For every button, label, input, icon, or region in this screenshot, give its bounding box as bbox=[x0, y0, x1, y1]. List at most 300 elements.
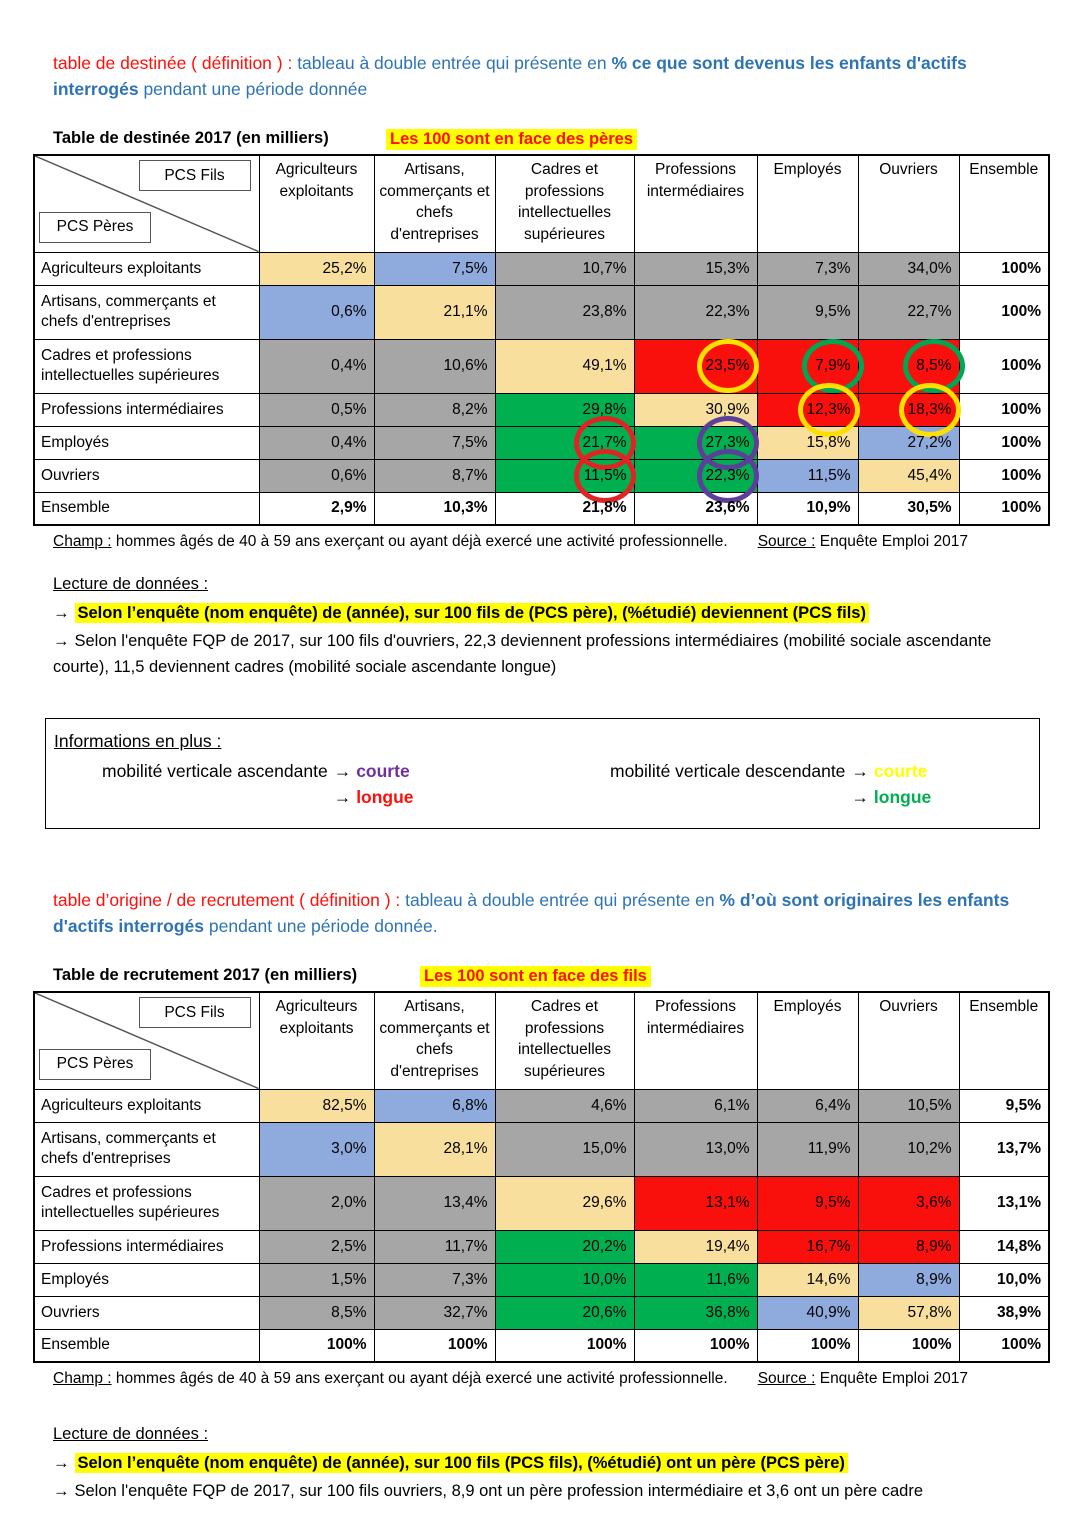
table-cell bbox=[259, 1296, 374, 1329]
mobility-descendante-label: mobilité verticale descendante bbox=[610, 761, 846, 781]
lecture-template: Selon l’enquête (nom enquête) de (année), sur 100 fils (PCS fils), (%étudié) ont un père (PCS père) bbox=[75, 1453, 848, 1473]
table-row bbox=[34, 426, 1049, 459]
row-header: Ouvriers bbox=[34, 1296, 259, 1329]
pcs-peres-label: PCS Pères bbox=[39, 1049, 151, 1080]
destinee-table-wrap bbox=[33, 154, 1080, 526]
table-cell bbox=[959, 492, 1049, 525]
table-cell bbox=[495, 285, 634, 339]
table-cell bbox=[259, 339, 374, 393]
corner-cell bbox=[34, 155, 259, 252]
table-cell bbox=[495, 1122, 634, 1176]
cell-value: 8,5% bbox=[331, 1303, 367, 1321]
row-header: Ensemble bbox=[34, 1329, 259, 1362]
table-cell bbox=[374, 1176, 495, 1230]
table-row bbox=[34, 339, 1049, 393]
cell-value: 21,8% bbox=[582, 499, 627, 517]
champ-label: Champ : bbox=[53, 1370, 112, 1387]
circled-cell-value: 7,9% bbox=[815, 357, 851, 374]
cell-value: 0,4% bbox=[331, 433, 367, 451]
source-label: Source : bbox=[757, 1370, 816, 1387]
circled-cell-value: 27,3% bbox=[705, 433, 750, 451]
table-cell bbox=[757, 1263, 858, 1296]
row-header: Professions intermédiaires bbox=[34, 1230, 259, 1263]
cell-value: 100% bbox=[1001, 466, 1041, 484]
cell-value: 30,5% bbox=[907, 499, 952, 517]
table-cell bbox=[259, 1089, 374, 1122]
table-cell bbox=[634, 1089, 757, 1122]
circled-cell-value: 18,3% bbox=[907, 400, 952, 418]
cell-value: 8,9% bbox=[916, 1237, 952, 1255]
table-cell bbox=[495, 1329, 634, 1362]
cell-value: 7,5% bbox=[452, 259, 488, 277]
table-cell bbox=[634, 252, 757, 285]
cell-value: 2,9% bbox=[331, 499, 367, 517]
cell-value: 100% bbox=[447, 1336, 488, 1354]
info-box bbox=[45, 718, 1040, 829]
lecture-example: Selon l'enquête FQP de 2017, sur 100 fils d'ouvriers, 22,3 deviennent professions intermédiaires (mobilité sociale ascendante courte), 11,5 deviennent cadres (mobilité sociale ascendante longue) bbox=[53, 632, 992, 676]
table-cell bbox=[959, 339, 1049, 393]
cell-value: 10,6% bbox=[443, 357, 488, 374]
table-cell bbox=[259, 426, 374, 459]
table-cell bbox=[634, 1122, 757, 1176]
table-cell bbox=[374, 1296, 495, 1329]
cell-value: 100% bbox=[586, 1336, 627, 1354]
table-cell bbox=[259, 252, 374, 285]
table-cell bbox=[495, 1089, 634, 1122]
table-cell bbox=[634, 1230, 757, 1263]
table-cell bbox=[858, 1329, 959, 1362]
table-cell bbox=[757, 1329, 858, 1362]
cell-value: 4,6% bbox=[591, 1096, 627, 1114]
table-row bbox=[34, 393, 1049, 426]
table-cell bbox=[259, 1263, 374, 1296]
cell-value: 6,4% bbox=[815, 1096, 851, 1114]
cell-value: 0,4% bbox=[331, 357, 367, 374]
column-header: Ensemble bbox=[959, 992, 1049, 1089]
cell-value: 6,8% bbox=[452, 1096, 488, 1114]
column-header: Professions intermédiaires bbox=[634, 992, 757, 1089]
table-row bbox=[34, 1329, 1049, 1362]
table-cell bbox=[374, 252, 495, 285]
option-longue bbox=[851, 784, 931, 810]
table-cell bbox=[374, 426, 495, 459]
table-cell bbox=[959, 1296, 1049, 1329]
table-cell bbox=[634, 1176, 757, 1230]
cell-value: 11,5% bbox=[807, 466, 851, 484]
column-header: Ouvriers bbox=[858, 992, 959, 1089]
table2-champ bbox=[53, 1370, 1080, 1388]
lecture-example-line bbox=[53, 629, 1032, 680]
table-cell bbox=[259, 285, 374, 339]
cell-value: 10,5% bbox=[907, 1096, 952, 1114]
table-cell bbox=[757, 1089, 858, 1122]
cell-value: 13,7% bbox=[997, 1140, 1041, 1157]
definition-destinee bbox=[53, 0, 1032, 102]
table-cell bbox=[858, 1263, 959, 1296]
cell-value: 20,6% bbox=[582, 1303, 627, 1321]
mobility-ascendante-options bbox=[334, 758, 414, 810]
table-cell bbox=[495, 459, 634, 492]
table-cell bbox=[374, 1089, 495, 1122]
cell-value: 0,5% bbox=[331, 400, 367, 418]
table1-note: Les 100 sont en face des pères bbox=[386, 129, 637, 150]
cell-value: 82,5% bbox=[322, 1096, 367, 1114]
cell-value: 38,9% bbox=[997, 1303, 1041, 1321]
cell-value: 21,1% bbox=[443, 303, 488, 320]
table-cell bbox=[757, 393, 858, 426]
cell-value: 1,5% bbox=[331, 1270, 367, 1288]
table2-caption bbox=[53, 966, 1080, 987]
definition-text: tableau à double entrée qui présente en bbox=[297, 53, 612, 73]
cell-value: 22,7% bbox=[907, 303, 952, 320]
table-cell bbox=[259, 393, 374, 426]
recrutement-table-wrap bbox=[33, 991, 1080, 1363]
ascendante-longue: longue bbox=[356, 787, 414, 807]
table-cell bbox=[374, 1122, 495, 1176]
row-header: Ensemble bbox=[34, 492, 259, 525]
table-cell bbox=[858, 1176, 959, 1230]
arrow-icon: → bbox=[53, 1453, 70, 1472]
champ-text: hommes âgés de 40 à 59 ans exerçant ou ayant déjà exercé une activité professionnelle. bbox=[111, 533, 728, 550]
cell-value: 11,9% bbox=[807, 1140, 851, 1157]
cell-value: 49,1% bbox=[582, 357, 627, 374]
lecture-heading: Lecture de données : bbox=[53, 575, 209, 593]
champ-text: hommes âgés de 40 à 59 ans exerçant ou ayant déjà exercé une activité professionnelle. bbox=[111, 1370, 728, 1387]
cell-value: 25,2% bbox=[322, 259, 367, 277]
table-cell bbox=[959, 393, 1049, 426]
arrow-icon: → bbox=[851, 787, 869, 807]
column-header: Employés bbox=[757, 155, 858, 252]
ascendante-courte: courte bbox=[356, 761, 410, 781]
cell-value: 11,6% bbox=[706, 1270, 750, 1288]
cell-value: 100% bbox=[1001, 303, 1041, 320]
mobility-ascendante bbox=[102, 758, 610, 810]
table-cell bbox=[757, 252, 858, 285]
cell-value: 15,0% bbox=[582, 1140, 627, 1157]
table-cell bbox=[495, 1176, 634, 1230]
circled-cell-value: 8,5% bbox=[916, 357, 952, 374]
lecture-template-line bbox=[53, 1451, 1032, 1477]
table-cell bbox=[858, 393, 959, 426]
table-cell bbox=[858, 252, 959, 285]
circled-cell-value: 22,3% bbox=[705, 466, 750, 484]
cell-value: 10,7% bbox=[582, 259, 627, 277]
table-row bbox=[34, 1263, 1049, 1296]
table2-title: Table de recrutement 2017 (en milliers) bbox=[53, 966, 358, 984]
option-longue bbox=[334, 784, 414, 810]
table-cell bbox=[959, 1263, 1049, 1296]
cell-value: 11,7% bbox=[444, 1237, 488, 1255]
row-header: Employés bbox=[34, 1263, 259, 1296]
cell-value: 14,8% bbox=[997, 1237, 1041, 1255]
lecture-template: Selon l’enquête (nom enquête) de (année), sur 100 fils de (PCS père), (%étudié) deviennent (PCS fils) bbox=[75, 603, 869, 623]
column-header: Agriculteurs exploitants bbox=[259, 155, 374, 252]
mobility-descendante bbox=[610, 758, 931, 810]
table-cell bbox=[858, 459, 959, 492]
cell-value: 29,8% bbox=[582, 400, 627, 418]
cell-value: 13,1% bbox=[997, 1194, 1041, 1211]
cell-value: 15,8% bbox=[806, 433, 851, 451]
lecture-example-line bbox=[53, 1479, 1032, 1505]
cell-value: 34,0% bbox=[907, 259, 952, 277]
table-cell bbox=[757, 1176, 858, 1230]
table-cell bbox=[374, 1263, 495, 1296]
cell-value: 10,0% bbox=[997, 1270, 1041, 1288]
column-header: Ensemble bbox=[959, 155, 1049, 252]
cell-value: 6,1% bbox=[714, 1096, 750, 1114]
table-cell bbox=[757, 459, 858, 492]
arrow-icon: → bbox=[333, 761, 352, 781]
row-header: Employés bbox=[34, 426, 259, 459]
cell-value: 15,3% bbox=[705, 259, 750, 277]
pcs-fils-label: PCS Fils bbox=[139, 997, 251, 1028]
cell-value: 57,8% bbox=[907, 1303, 952, 1321]
option-courte bbox=[334, 758, 414, 784]
cell-value: 28,1% bbox=[443, 1140, 488, 1157]
row-header: Cadres et professions intellectuelles supérieures bbox=[34, 339, 259, 393]
circled-cell-value: 12,3% bbox=[806, 400, 851, 418]
cell-value: 100% bbox=[1001, 357, 1041, 374]
recrutement-table bbox=[33, 991, 1050, 1363]
table-row bbox=[34, 492, 1049, 525]
cell-value: 27,2% bbox=[907, 433, 952, 451]
lecture-heading: Lecture de données : bbox=[53, 1425, 209, 1443]
table-cell bbox=[495, 252, 634, 285]
definition-text-end: pendant une période donnée. bbox=[204, 916, 438, 936]
table-cell bbox=[259, 1329, 374, 1362]
table-cell bbox=[959, 1230, 1049, 1263]
table-cell bbox=[757, 1122, 858, 1176]
table-cell bbox=[757, 1230, 858, 1263]
table-cell bbox=[959, 459, 1049, 492]
column-header: Cadres et professions intellectuelles supérieures bbox=[495, 992, 634, 1089]
table-cell bbox=[757, 492, 858, 525]
source-label: Source : bbox=[757, 533, 816, 550]
mobility-descendante-options bbox=[851, 758, 931, 810]
cell-value: 2,5% bbox=[331, 1237, 367, 1255]
cell-value: 29,6% bbox=[582, 1194, 627, 1211]
table-row bbox=[34, 252, 1049, 285]
cell-value: 100% bbox=[1001, 433, 1041, 451]
cell-value: 100% bbox=[810, 1336, 851, 1354]
table-cell bbox=[959, 1176, 1049, 1230]
table-cell bbox=[959, 1122, 1049, 1176]
cell-value: 100% bbox=[1001, 400, 1041, 418]
row-header: Ouvriers bbox=[34, 459, 259, 492]
column-header: Cadres et professions intellectuelles supérieures bbox=[495, 155, 634, 252]
column-header: Agriculteurs exploitants bbox=[259, 992, 374, 1089]
table1-title: Table de destinée 2017 (en milliers) bbox=[53, 129, 329, 147]
cell-value: 23,8% bbox=[582, 303, 627, 320]
table-cell bbox=[374, 393, 495, 426]
table-cell bbox=[858, 1230, 959, 1263]
cell-value: 8,2% bbox=[452, 400, 488, 418]
cell-value: 100% bbox=[1001, 1336, 1041, 1354]
column-header: Professions intermédiaires bbox=[634, 155, 757, 252]
infobox-heading: Informations en plus : bbox=[54, 731, 222, 751]
table-cell bbox=[259, 459, 374, 492]
arrow-icon: → bbox=[53, 632, 70, 650]
cell-value: 14,6% bbox=[806, 1270, 851, 1288]
circled-cell-value: 11,5% bbox=[583, 466, 627, 484]
definition-text: tableau à double entrée qui présente en bbox=[405, 890, 720, 910]
table-row bbox=[34, 459, 1049, 492]
table-cell bbox=[858, 492, 959, 525]
definition-bold: % d’où sont originaires les enfants d'actifs interrogés bbox=[53, 890, 1010, 936]
descendante-longue: longue bbox=[873, 787, 932, 807]
cell-value: 7,3% bbox=[815, 259, 851, 277]
cell-value: 100% bbox=[1001, 499, 1041, 517]
cell-value: 9,5% bbox=[815, 1194, 851, 1211]
cell-value: 10,9% bbox=[806, 499, 851, 517]
table-cell bbox=[959, 1329, 1049, 1362]
cell-value: 13,0% bbox=[705, 1140, 750, 1157]
row-header: Artisans, commerçants et chefs d'entreprises bbox=[34, 1122, 259, 1176]
lecture-block-2 bbox=[53, 1422, 1032, 1505]
mobility-ascendante-label: mobilité verticale ascendante bbox=[102, 761, 328, 781]
definition-bold: % ce que sont devenus les enfants d'actifs interrogés bbox=[53, 53, 967, 99]
cell-value: 10,3% bbox=[443, 499, 488, 517]
table-cell bbox=[259, 1122, 374, 1176]
definition-recrutement bbox=[53, 829, 1032, 939]
table-cell bbox=[858, 285, 959, 339]
cell-value: 8,9% bbox=[916, 1270, 952, 1288]
table-cell bbox=[959, 426, 1049, 459]
table-row bbox=[34, 1176, 1049, 1230]
cell-value: 7,5% bbox=[452, 433, 488, 451]
row-header: Artisans, commerçants et chefs d'entreprises bbox=[34, 285, 259, 339]
cell-value: 100% bbox=[911, 1336, 952, 1354]
row-header: Cadres et professions intellectuelles supérieures bbox=[34, 1176, 259, 1230]
pcs-fils-label: PCS Fils bbox=[139, 160, 251, 191]
table-cell bbox=[374, 339, 495, 393]
source-text: Enquête Emploi 2017 bbox=[815, 1370, 968, 1387]
cell-value: 23,6% bbox=[705, 499, 750, 517]
column-header: Ouvriers bbox=[858, 155, 959, 252]
pcs-peres-label: PCS Pères bbox=[39, 212, 151, 243]
table-cell bbox=[634, 339, 757, 393]
cell-value: 3,0% bbox=[331, 1140, 367, 1157]
cell-value: 7,3% bbox=[452, 1270, 488, 1288]
cell-value: 9,5% bbox=[815, 303, 851, 320]
column-header: Employés bbox=[757, 992, 858, 1089]
definition-text-end: pendant une période donnée bbox=[138, 79, 368, 99]
table-cell bbox=[757, 285, 858, 339]
arrow-icon: → bbox=[53, 603, 70, 622]
cell-value: 20,2% bbox=[582, 1237, 627, 1255]
table-cell bbox=[959, 1089, 1049, 1122]
cell-value: 10,0% bbox=[582, 1270, 627, 1288]
table-row bbox=[34, 285, 1049, 339]
table-cell bbox=[495, 1263, 634, 1296]
table2-note: Les 100 sont en face des fils bbox=[420, 966, 651, 987]
table-cell bbox=[634, 459, 757, 492]
cell-value: 2,0% bbox=[331, 1194, 367, 1211]
cell-value: 19,4% bbox=[705, 1237, 750, 1255]
definition-term: table d’origine / de recrutement ( définition ) : bbox=[53, 890, 406, 910]
definition-term: table de destinée ( définition ) : bbox=[53, 53, 298, 73]
descendante-courte: courte bbox=[873, 761, 928, 781]
table-cell bbox=[634, 1296, 757, 1329]
table-cell bbox=[757, 1296, 858, 1329]
lecture-example: Selon l'enquête FQP de 2017, sur 100 fils ouvriers, 8,9 ont un père profession intermédiaire et 3,6 ont un père cadre bbox=[74, 1482, 924, 1500]
cell-value: 30,9% bbox=[705, 400, 750, 418]
lecture-template-line bbox=[53, 601, 1032, 627]
table-cell bbox=[959, 252, 1049, 285]
table-cell bbox=[374, 459, 495, 492]
arrow-icon: → bbox=[333, 787, 352, 807]
cell-value: 0,6% bbox=[331, 303, 367, 320]
cell-value: 8,7% bbox=[452, 466, 488, 484]
arrow-icon: → bbox=[851, 761, 869, 781]
source-text: Enquête Emploi 2017 bbox=[815, 533, 968, 550]
cell-value: 45,4% bbox=[907, 466, 952, 484]
table-row bbox=[34, 1230, 1049, 1263]
cell-value: 3,6% bbox=[916, 1194, 952, 1211]
corner-cell bbox=[34, 992, 259, 1089]
table-cell bbox=[374, 492, 495, 525]
destinee-table bbox=[33, 154, 1050, 526]
circled-cell-value: 21,7% bbox=[582, 433, 627, 451]
table-cell bbox=[259, 492, 374, 525]
table-cell bbox=[858, 1296, 959, 1329]
table-row bbox=[34, 1122, 1049, 1176]
row-header: Professions intermédiaires bbox=[34, 393, 259, 426]
cell-value: 22,3% bbox=[705, 303, 750, 320]
cell-value: 40,9% bbox=[806, 1303, 851, 1321]
cell-value: 32,7% bbox=[443, 1303, 488, 1321]
column-header: Artisans, commerçants et chefs d'entreprises bbox=[374, 992, 495, 1089]
cell-value: 13,1% bbox=[705, 1194, 750, 1211]
table-row bbox=[34, 1089, 1049, 1122]
table1-caption bbox=[53, 129, 1080, 150]
table-cell bbox=[495, 339, 634, 393]
table-cell bbox=[259, 1230, 374, 1263]
table-cell bbox=[374, 1329, 495, 1362]
column-header: Artisans, commerçants et chefs d'entreprises bbox=[374, 155, 495, 252]
option-courte bbox=[851, 758, 931, 784]
circled-cell-value: 23,5% bbox=[705, 357, 750, 374]
table-cell bbox=[858, 1089, 959, 1122]
cell-value: 9,5% bbox=[1005, 1096, 1041, 1114]
cell-value: 36,8% bbox=[705, 1303, 750, 1321]
row-header: Agriculteurs exploitants bbox=[34, 252, 259, 285]
table-cell bbox=[634, 285, 757, 339]
table-cell bbox=[374, 285, 495, 339]
cell-value: 100% bbox=[1001, 259, 1041, 277]
cell-value: 0,6% bbox=[331, 466, 367, 484]
arrow-icon: → bbox=[53, 1482, 70, 1500]
table-cell bbox=[858, 1122, 959, 1176]
cell-value: 13,4% bbox=[443, 1194, 488, 1211]
table-cell bbox=[259, 1176, 374, 1230]
cell-value: 100% bbox=[326, 1336, 367, 1354]
table-cell bbox=[634, 1263, 757, 1296]
cell-value: 100% bbox=[709, 1336, 750, 1354]
lecture-block-1 bbox=[53, 572, 1032, 680]
cell-value: 16,7% bbox=[806, 1237, 851, 1255]
table-row bbox=[34, 1296, 1049, 1329]
table-cell bbox=[959, 285, 1049, 339]
table-cell bbox=[634, 1329, 757, 1362]
table1-champ bbox=[53, 533, 1080, 551]
table-cell bbox=[495, 1296, 634, 1329]
champ-label: Champ : bbox=[53, 533, 112, 550]
table-cell bbox=[374, 1230, 495, 1263]
table-cell bbox=[495, 1230, 634, 1263]
cell-value: 10,2% bbox=[907, 1140, 952, 1157]
row-header: Agriculteurs exploitants bbox=[34, 1089, 259, 1122]
